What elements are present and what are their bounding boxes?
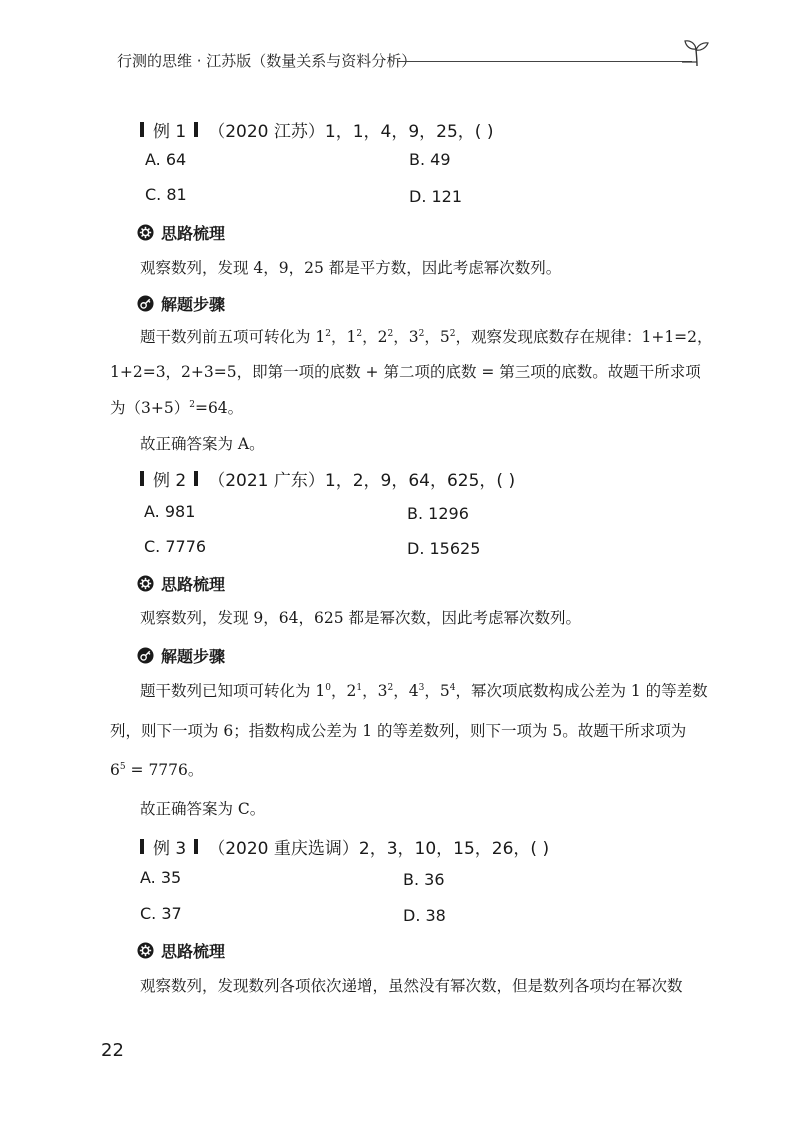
answer-text: 故正确答案为 C。 [140,800,266,818]
steps-heading [137,292,225,315]
example-question: 1，2，9，64，625，( ) [324,471,516,491]
example-question: 1，1，4，9，25，( ) [324,122,494,142]
steps-title: 解题步骤 [161,647,226,666]
example-source: （2021 广东） [208,471,325,491]
example-label: 例 1 [153,122,187,142]
analysis-heading [137,572,225,595]
example-3-heading [140,834,549,859]
answer-text: 故正确答案为 A。 [140,435,265,453]
bracket-mark [140,122,144,137]
steps-line-3: $6^5 = 7776$。 [110,761,204,779]
example-source: （2020 重庆选调） [208,839,359,859]
bracket-mark [194,839,198,854]
option-a: A. 35 [140,868,182,887]
example-source: （2020 江苏） [208,122,325,142]
option-b: B. 49 [409,150,451,169]
option-a: A. 64 [145,150,187,169]
example-label: 例 3 [153,839,187,859]
steps-heading [137,644,225,667]
analysis-text: 观察数列，发现 9，64，625 都是幂次数，因此考虑幂次数列。 [140,609,582,627]
option-b: B. 1296 [407,504,469,523]
analysis-title: 思路梳理 [161,224,226,243]
bracket-mark [140,839,144,854]
analysis-title: 思路梳理 [161,575,226,594]
option-b: B. 36 [403,870,445,889]
steps-line-2: 1+2=3，2+3=5，即第一项的底数 + 第二项的底数 = 第三项的底数。故题干所求项 [110,363,701,381]
example-2-heading [140,466,515,491]
gear-icon [137,224,154,241]
option-c: C. 7776 [144,537,207,556]
bracket-mark [140,471,144,486]
analysis-heading [137,221,225,244]
option-a: A. 981 [144,502,196,521]
running-header-title: 行测的思维 · 江苏版（数量关系与资料分析） [117,52,417,70]
analysis-text: 观察数列，发现数列各项依次递增，虽然没有幂次数，但是数列各项均在幂次数 [140,977,683,995]
bracket-mark [194,122,198,137]
steps-line-2: 列，则下一项为 6；指数构成公差为 1 的等差数列，则下一项为 5。故题干所求项为 [110,722,687,740]
example-question: 2，3，10，15，26，( ) [358,839,550,859]
bracket-mark [194,471,198,486]
steps-line-1: 题干数列已知项可转化为 $1^0$，$2^1$，$3^2$，$4^3$，$5^4$，幂次项底数构成公差为 1 的等差数 [140,682,708,700]
gear-icon [137,942,154,959]
sprout-icon [680,38,714,68]
key-icon [137,647,154,664]
analysis-heading [137,939,225,962]
option-d: D. 38 [403,906,446,925]
gear-icon [137,575,154,592]
option-d: D. 15625 [407,539,481,558]
example-1-heading [140,117,493,142]
page-number: 22 [101,1040,124,1061]
option-d: D. 121 [409,187,463,206]
analysis-text: 观察数列，发现 4，9，25 都是平方数，因此考虑幂次数列。 [140,259,562,277]
steps-line-1: 题干数列前五项可转化为 $1^2$，$1^2$，$2^2$，$3^2$，$5^2$，观察发现底数存在规律：1+1=2， [140,328,713,346]
key-icon [137,295,154,312]
option-c: C. 81 [145,185,187,204]
analysis-title: 思路梳理 [161,942,226,961]
example-label: 例 2 [153,471,187,491]
steps-line-3: 为$(3+5)^2=64$。 [110,399,244,417]
header-rule [398,61,692,62]
steps-title: 解题步骤 [161,295,226,314]
option-c: C. 37 [140,904,182,923]
